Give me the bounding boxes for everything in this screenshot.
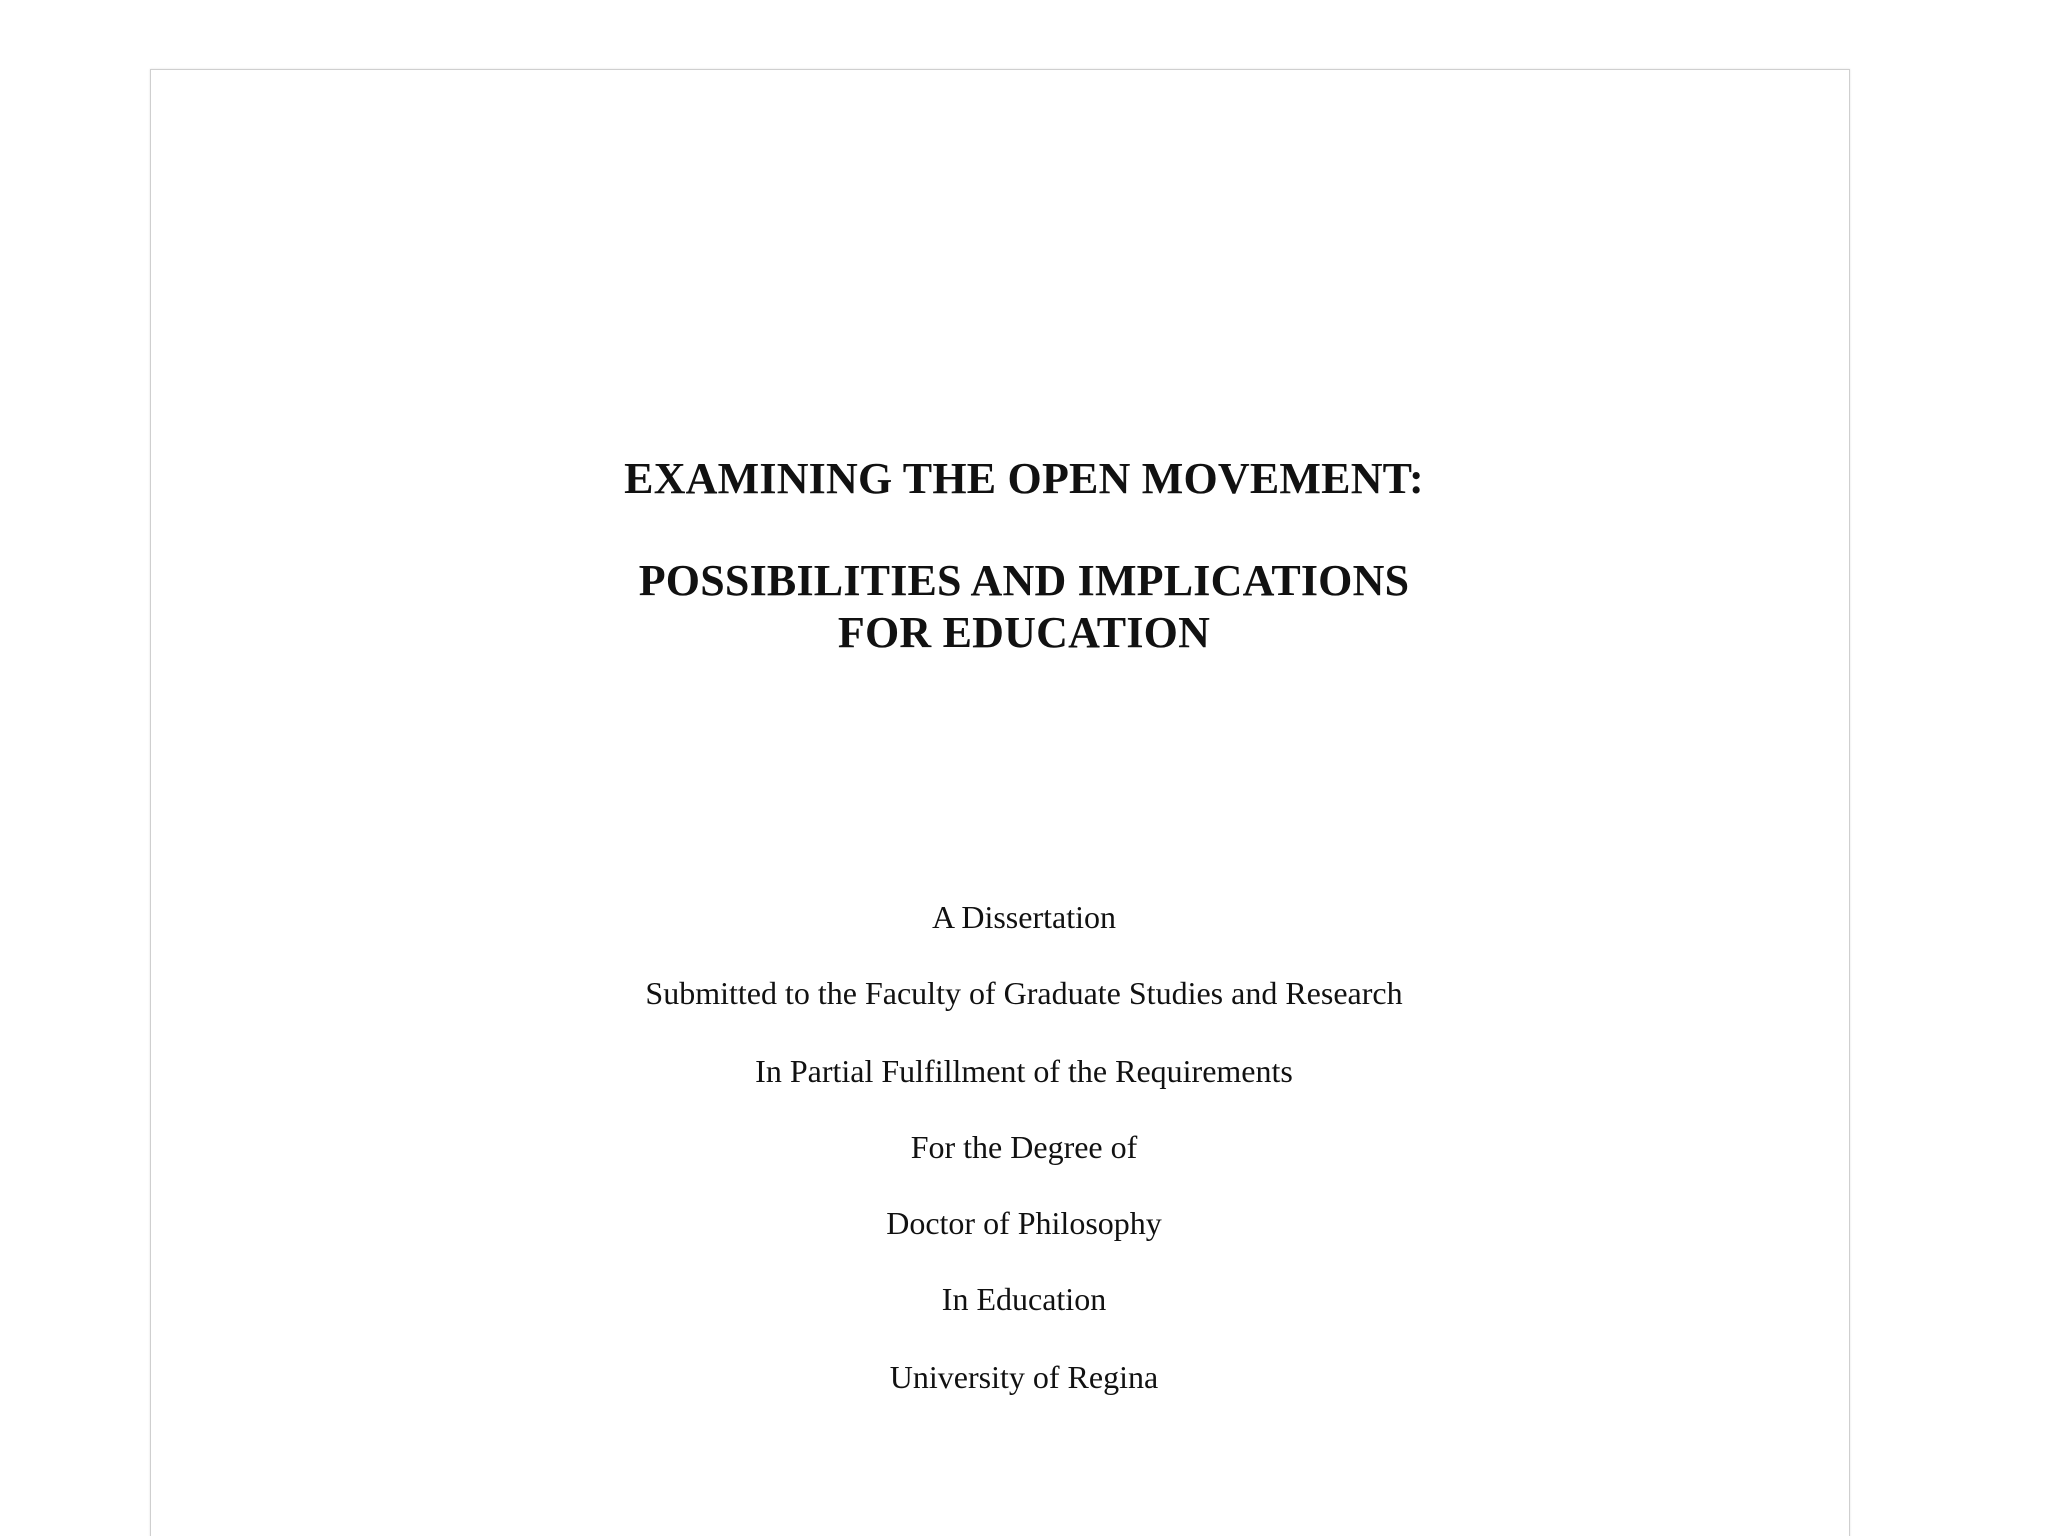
- submission-line: Submitted to the Faculty of Graduate Studies and Research: [645, 975, 1403, 1011]
- degree-name-line: Doctor of Philosophy: [886, 1205, 1162, 1241]
- field-line: In Education: [941, 1281, 1107, 1317]
- title-line-1: EXAMINING THE OPEN MOVEMENT:: [624, 454, 1424, 503]
- title-line-3: FOR EDUCATION: [837, 608, 1211, 657]
- degree-label-line: For the Degree of: [910, 1129, 1138, 1165]
- dissertation-label: A Dissertation: [932, 899, 1116, 935]
- university-line: University of Regina: [889, 1359, 1159, 1395]
- requirements-line: In Partial Fulfillment of the Requirements: [755, 1053, 1293, 1089]
- title-line-2: POSSIBILITIES AND IMPLICATIONS: [638, 556, 1410, 605]
